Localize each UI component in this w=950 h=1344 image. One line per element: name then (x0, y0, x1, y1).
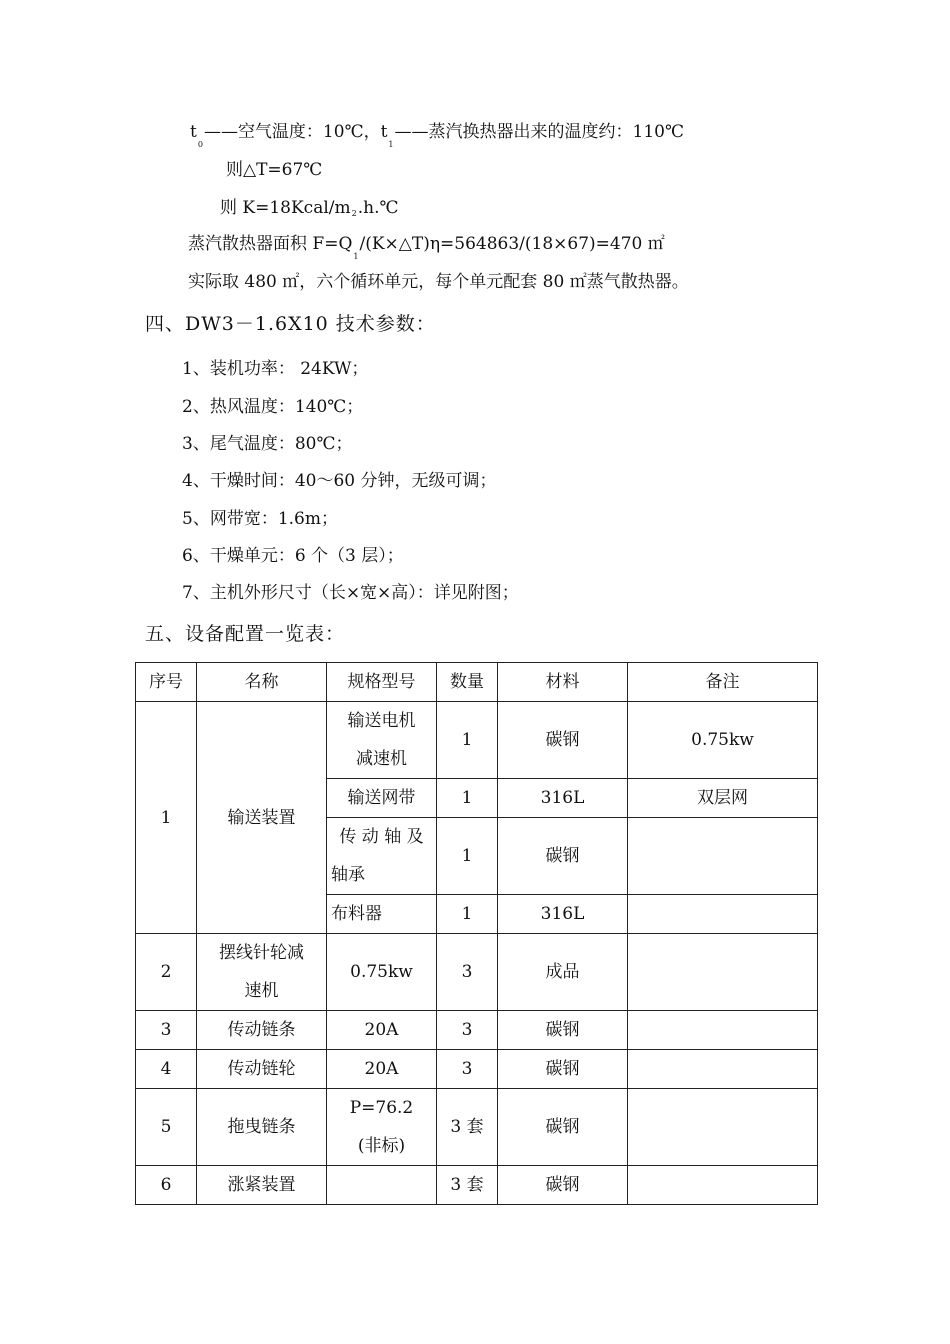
symbol-t0: t (190, 122, 197, 142)
cell-qty: 1 (437, 818, 498, 895)
column-header: 数量 (437, 663, 498, 702)
cell-no: 1 (136, 702, 197, 934)
param-item: 7、主机外形尺寸（长×宽×高）：详见附图； (182, 583, 519, 603)
cell-qty: 3 套 (437, 1089, 498, 1166)
param-item: 2、热风温度：140℃； (182, 397, 364, 417)
name-line: 速机 (244, 981, 279, 1001)
cell-material: 碳钢 (498, 1089, 628, 1166)
section-heading-equipment: 五、设备配置一览表： (145, 623, 346, 645)
cell-material: 碳钢 (498, 1011, 628, 1050)
spec-line: 输送电机 (347, 711, 416, 731)
column-header: 材料 (498, 663, 628, 702)
cell-no: 5 (136, 1089, 197, 1166)
column-header: 名称 (197, 663, 327, 702)
cell-no: 4 (136, 1050, 197, 1089)
param-item: 6、干燥单元：6 个（3 层）； (182, 546, 404, 566)
cell-spec: 20A (327, 1050, 437, 1089)
cell-spec (327, 818, 437, 895)
cell-material: 316L (498, 779, 628, 818)
cell-spec: 输送网带 (327, 779, 437, 818)
formula-text: 则 K=18Kcal/m (220, 198, 351, 218)
param-item: 1、装机功率： 24KW； (182, 359, 369, 379)
cell-spec: 布料器 (327, 895, 437, 934)
equipment-table (135, 662, 818, 1205)
cell-material: 碳钢 (498, 1166, 628, 1205)
spec-line: 减速机 (356, 749, 407, 769)
cell-material: 碳钢 (498, 702, 628, 779)
param-item: 4、干燥时间：40～60 分钟，无级可调； (182, 471, 497, 491)
cell-material: 碳钢 (498, 1050, 628, 1089)
cell-material: 成品 (498, 934, 628, 1011)
cell-note (628, 1089, 818, 1166)
subscript: 2 (351, 209, 357, 218)
formula-line-temperatures (190, 120, 684, 147)
cell-material: 316L (498, 895, 628, 934)
cell-note (628, 1050, 818, 1089)
column-header: 序号 (136, 663, 197, 702)
cell-note (628, 818, 818, 895)
table-row (136, 1011, 818, 1050)
cell-name (197, 934, 327, 1011)
cell-no: 3 (136, 1011, 197, 1050)
name-line: 摆线针轮减 (219, 943, 304, 963)
table-row (136, 934, 818, 1011)
formula-text: 蒸汽散热器面积 F=Q (188, 234, 353, 254)
subscript: 1 (353, 252, 359, 261)
table-row (136, 1050, 818, 1089)
formula-line-k (220, 196, 399, 223)
cell-material: 碳钢 (498, 818, 628, 895)
cell-qty: 3 (437, 1050, 498, 1089)
formula-line-area (188, 232, 665, 259)
cell-spec (327, 1166, 437, 1205)
section-heading-tech-params: 四、DW3－1.6X10 技术参数： (145, 313, 436, 335)
cell-qty: 1 (437, 779, 498, 818)
cell-qty: 3 (437, 934, 498, 1011)
formula-text: ——蒸汽换热器出来的温度约：110℃ (394, 122, 684, 142)
formula-text: .h.℃ (357, 198, 399, 218)
cell-no: 6 (136, 1166, 197, 1205)
cell-note (628, 1011, 818, 1050)
subscript: 0 (197, 140, 203, 149)
cell-name: 涨紧装置 (197, 1166, 327, 1205)
formula-line-actual: 实际取 480 ㎡，六个循环单元，每个单元配套 80 ㎡蒸气散热器。 (188, 272, 689, 292)
formula-line-delta-t: 则△T=67℃ (226, 160, 323, 180)
column-header: 备注 (628, 663, 818, 702)
cell-spec (327, 702, 437, 779)
subscript: 1 (388, 140, 394, 149)
cell-qty: 3 套 (437, 1166, 498, 1205)
formula-text: /(K×△T)η=564863/(18×67)=470 ㎡ (359, 234, 665, 254)
formula-text: ——空气温度：10℃，t (203, 122, 388, 142)
cell-spec: 20A (327, 1011, 437, 1050)
cell-no: 2 (136, 934, 197, 1011)
cell-qty: 1 (437, 702, 498, 779)
table-header-row (136, 663, 818, 702)
spec-line: (非标) (357, 1136, 406, 1156)
column-header: 规格型号 (327, 663, 437, 702)
table-row (136, 702, 818, 779)
cell-note (628, 934, 818, 1011)
cell-name: 传动链条 (197, 1011, 327, 1050)
spec-line: 传 动 轴 及 (339, 827, 424, 847)
spec-line: 轴承 (331, 865, 365, 885)
cell-note: 0.75kw (628, 702, 818, 779)
cell-qty: 3 (437, 1011, 498, 1050)
param-item: 3、尾气温度：80℃； (182, 434, 353, 454)
cell-name: 输送装置 (197, 702, 327, 934)
cell-spec: 0.75kw (327, 934, 437, 1011)
param-item: 5、网带宽：1.6m； (182, 509, 338, 529)
cell-note: 双层网 (628, 779, 818, 818)
cell-name: 传动链轮 (197, 1050, 327, 1089)
cell-spec (327, 1089, 437, 1166)
cell-name: 拖曳链条 (197, 1089, 327, 1166)
cell-note (628, 1166, 818, 1205)
cell-note (628, 895, 818, 934)
cell-qty: 1 (437, 895, 498, 934)
table-row (136, 1166, 818, 1205)
table-row (136, 1089, 818, 1166)
spec-line: P=76.2 (349, 1098, 414, 1118)
